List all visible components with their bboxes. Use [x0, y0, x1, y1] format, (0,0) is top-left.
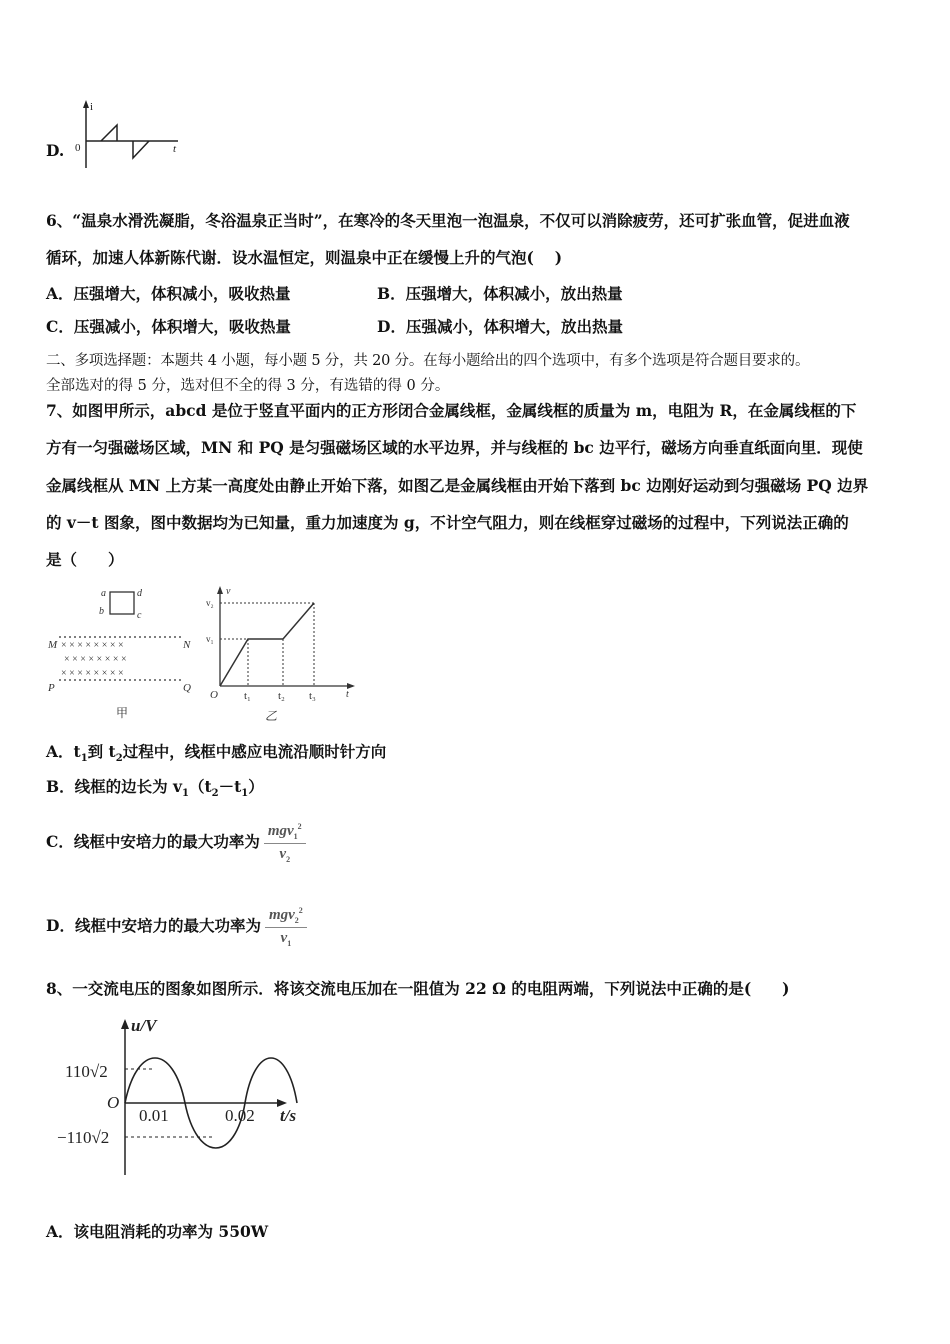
- ac-voltage-graph: [55, 1015, 315, 1185]
- q7-stem-line4: 的 v－t 图象，图中数据均为已知量，重力加速度为 g，不计空气阻力，则在线框穿过磁场的过程中，下列说法正确的: [46, 513, 849, 532]
- y-max-label: 110√2: [65, 1062, 108, 1081]
- figure-jia: [46, 585, 206, 725]
- q7-option-b: B．线框的边长为 $v_1(t_2-t_1)$: [46, 777, 264, 800]
- label-t: t: [346, 689, 349, 700]
- q6-option-d: D．压强减小，体积增大，放出热量: [377, 317, 623, 336]
- square-coil: [110, 592, 134, 614]
- q6-stem-line2: 循环，加速人体新陈代谢．设水温恒定，则温泉中正在缓慢上升的气泡( ): [46, 248, 563, 267]
- magnetic-field-row-1: × × × × × × × ×: [61, 640, 124, 651]
- y-min-label: −110√2: [57, 1128, 110, 1147]
- graph-positive-pulse: [101, 125, 117, 141]
- q7-stem-line1: 7、如图甲所示，abcd 是位于竖直平面内的正方形闭合金属线框，金属线框的质量为 m，电阻为 R，在金属线框的下: [46, 401, 857, 420]
- label-q: Q: [183, 682, 191, 694]
- u-axis-label: u/V: [131, 1016, 157, 1035]
- option-d-fraction: $\frac{mgv_2^2}{v_1}$: [265, 906, 307, 948]
- q7-stem-line5: 是（ ）: [46, 550, 124, 569]
- label-p: P: [48, 682, 55, 694]
- v-axis-arrow: [217, 586, 223, 594]
- graph-negative-pulse: [133, 141, 149, 158]
- coil-label-a: a: [101, 588, 106, 599]
- q7-stem-line3: 金属线框从 MN 上方某一高度处由静止开始下落，如图乙是金属线框由开始下落到 bc 边刚好运动到匀强磁场 PQ 边界: [46, 476, 869, 495]
- current-time-graph: [70, 98, 190, 178]
- tick-label-001: 0.01: [139, 1106, 169, 1125]
- graph-origin-label: 0: [75, 142, 81, 154]
- q7-stem-line2: 方有一匀强磁场区域，MN 和 PQ 是匀强磁场区域的水平边界，并与线框的 bc 边平行，磁场方向垂直纸面向里．现使: [46, 438, 863, 457]
- label-t1: t₁: [244, 690, 251, 702]
- graph-i-label: i: [90, 101, 94, 113]
- label-origin: O: [210, 689, 218, 701]
- figure-jia-caption: 甲: [116, 706, 129, 720]
- q7-option-d: D．线框中安培力的最大功率为 $\frac{mgv_2^2}{v_1}$: [46, 897, 307, 955]
- q8-stem: 8、一交流电压的图象如图所示．将该交流电压加在一阻值为 22 Ω 的电阻两端，下列说法中正确的是( ): [46, 979, 790, 998]
- label-t2: t₂: [278, 690, 285, 702]
- q8-option-a: A．该电阻消耗的功率为 550W: [46, 1222, 269, 1241]
- label-v: v: [226, 586, 231, 597]
- u-axis-arrow: [121, 1019, 129, 1029]
- section2-instructions-line1: 二、多项选择题：本题共 4 小题，每小题 5 分，共 20 分。在每小题给出的四个选项中，有多个选项是符合题目要求的。: [46, 353, 810, 369]
- magnetic-field-row-3: × × × × × × × ×: [61, 668, 124, 679]
- graph-i-arrow: [83, 100, 89, 108]
- q6-option-a: A．压强增大，体积减小，吸收热量: [46, 284, 291, 303]
- label-v2: v₂: [206, 598, 214, 608]
- magnetic-field-row-2: × × × × × × × ×: [64, 654, 127, 665]
- coil-label-c: c: [137, 610, 142, 621]
- t-axis-label: t/s: [280, 1106, 297, 1125]
- section2-instructions-line2: 全部选对的得 5 分，选对但不全的得 3 分，有选错的得 0 分。: [46, 378, 450, 394]
- figure-yi-vt-graph: [205, 582, 360, 727]
- q6-option-b: B．压强增大，体积减小，放出热量: [377, 284, 623, 303]
- q7-option-a: A．$t_1$到 $t_2$过程中，线框中感应电流沿顺时针方向: [46, 742, 387, 765]
- q7-option-c: C．线框中安培力的最大功率为 $\frac{mgv_1^2}{v_2}$: [46, 813, 306, 871]
- option-d-label: D.: [46, 141, 65, 160]
- tick-label-002: 0.02: [225, 1106, 255, 1125]
- q6-stem-line1: 6、“温泉水滑洗凝脂，冬浴温泉正当时”，在寒冷的冬天里泡一泡温泉，不仅可以消除疲劳，还可扩张血管，促进血液: [46, 211, 850, 230]
- graph-t-label: t: [173, 143, 177, 155]
- figure-yi-caption: 乙: [265, 709, 278, 723]
- coil-label-d: d: [137, 588, 142, 599]
- label-n: N: [183, 639, 191, 651]
- coil-label-b: b: [99, 606, 104, 617]
- label-v1: v₁: [206, 634, 214, 644]
- velocity-curve: [220, 603, 314, 686]
- origin-label: O: [107, 1093, 120, 1112]
- q6-option-c: C．压强减小，体积增大，吸收热量: [46, 317, 291, 336]
- label-t3: t₃: [309, 690, 316, 702]
- label-m: M: [48, 639, 58, 651]
- option-c-fraction: $\frac{mgv_1^2}{v_2}$: [264, 822, 306, 864]
